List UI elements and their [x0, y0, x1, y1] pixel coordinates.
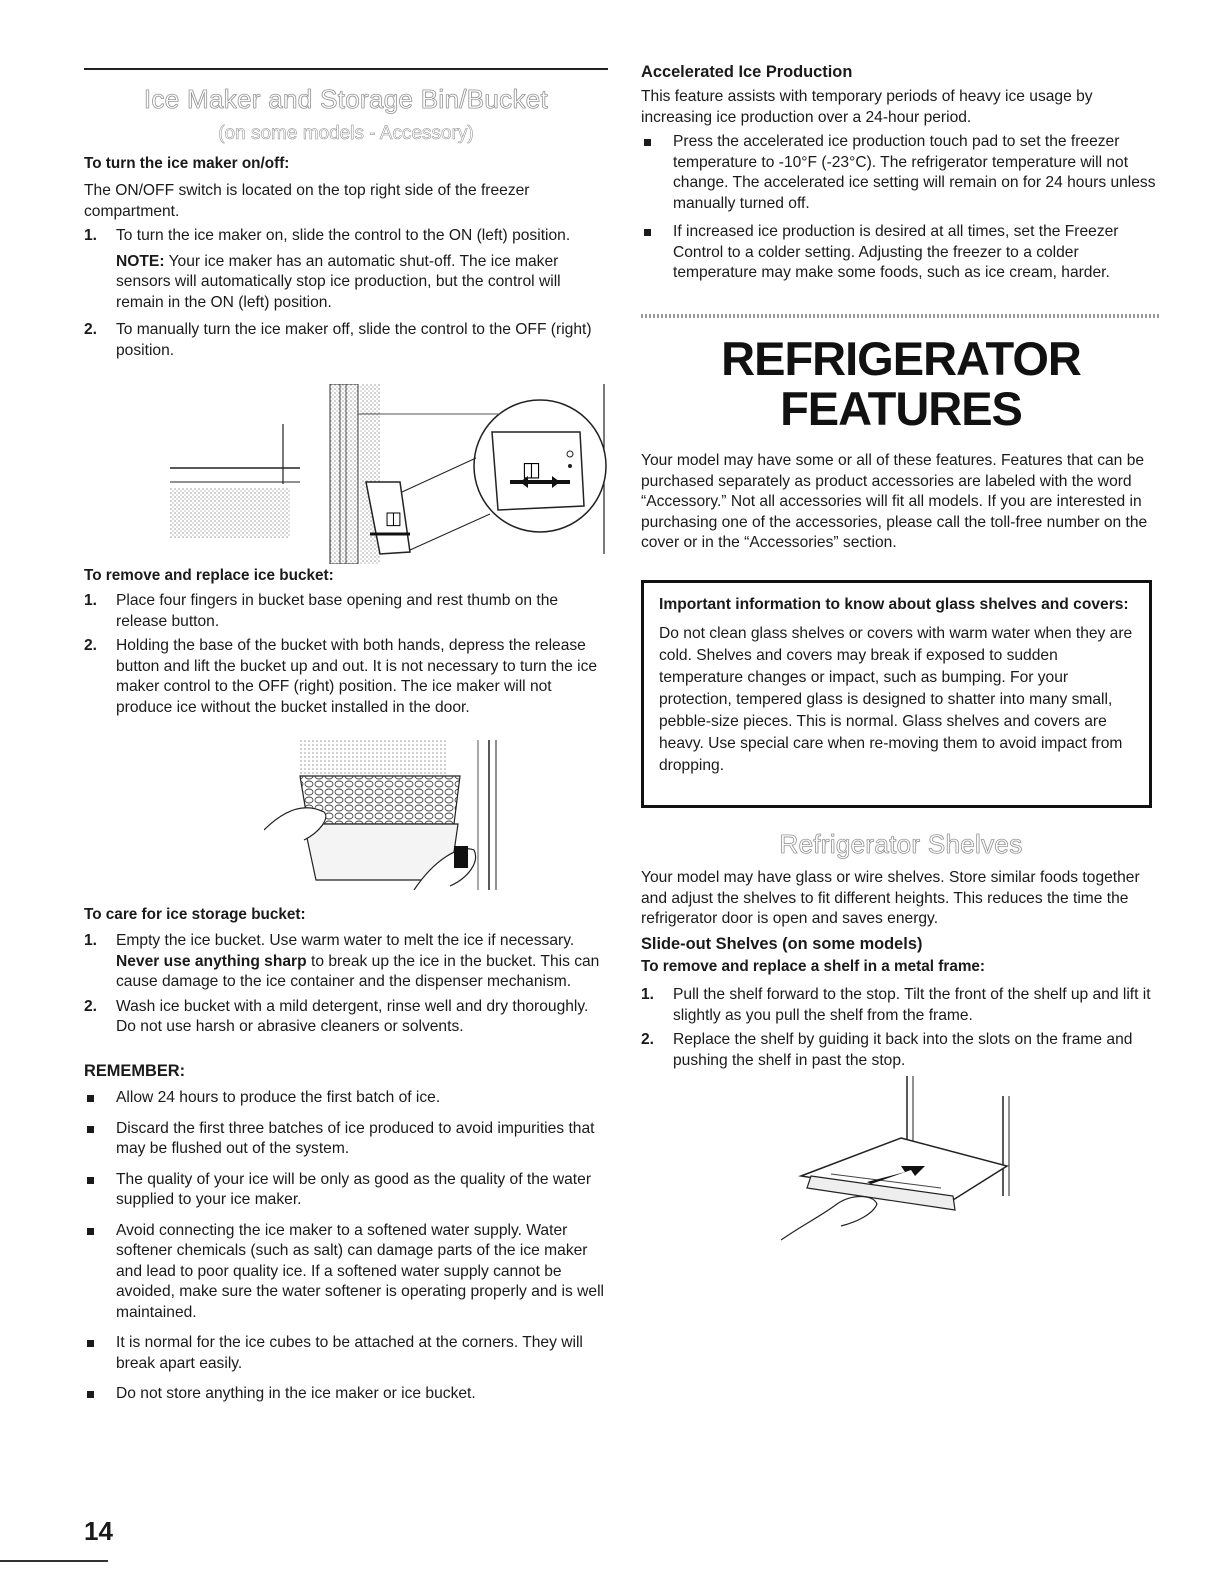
step-text: Place four fingers in bucket base opening and rest thumb on the release button.	[116, 592, 559, 630]
glass-shelves-warning-box	[641, 580, 1152, 808]
onoff-heading: To turn the ice maker on/off:	[84, 155, 290, 172]
remove-bucket-steps	[84, 591, 608, 718]
step-number: 2.	[84, 637, 98, 654]
list-item-text: The quality of your ice will be only as good as the quality of the water supplied to your ice maker.	[116, 1170, 592, 1208]
step-text: Holding the base of the bucket with both hands, depress the release button and lift the bucket up and out. It is not necessary to turn the ice maker control to the OFF (right) position. The ice maker will not produce ice without the bucket installed in the door.	[116, 637, 598, 716]
remember-heading: REMEMBER:	[84, 1062, 186, 1080]
step-text-bold: Never use anything sharp	[116, 952, 307, 970]
step-number: 1.	[84, 592, 98, 609]
svg-text:◫: ◫	[522, 457, 541, 481]
step-number: 2.	[84, 997, 98, 1015]
list-item	[84, 1384, 608, 1405]
accelerated-ice-intro: This feature assists with temporary periods of heavy ice usage by increasing ice production over a 24-hour period.	[641, 88, 1093, 126]
list-item-text: Allow 24 hours to produce the first batch of ice.	[116, 1089, 441, 1106]
note-paragraph	[116, 252, 608, 314]
remove-bucket-heading: To remove and replace ice bucket:	[84, 567, 334, 584]
list-item	[84, 1119, 608, 1160]
list-item	[84, 226, 608, 313]
bullet-icon	[87, 1228, 94, 1235]
title-rule	[84, 68, 608, 70]
care-bucket-steps	[84, 931, 608, 1038]
shelves-intro: Your model may have glass or wire shelves. Store similar foods together and adjust the shelves to fit different heights. This reduces the time the refrigerator door is open and saves energy.	[641, 869, 1140, 927]
list-item	[84, 591, 608, 632]
step-text: Pull the shelf forward to the stop. Tilt the front of the shelf up and lift it slightly as you pull the shelf from the frame.	[673, 986, 1151, 1024]
bullet-icon	[87, 1126, 94, 1133]
section-title-ice-maker: Ice Maker and Storage Bin/Bucket	[143, 84, 549, 114]
slide-out-shelves-heading: Slide-out Shelves (on some models)	[641, 935, 923, 953]
slide-out-shelf-illustration	[781, 1076, 1021, 1246]
ice-maker-switch-illustration	[170, 384, 610, 564]
list-item-text: If increased ice production is desired at all times, set the Freezer Control to a colder setting. Adjusting the freezer to a colder temperature may make some foods, such as ice cream, harder.	[673, 223, 1119, 281]
section-subtitle: (on some models - Accessory)	[218, 123, 474, 144]
step-number: 1.	[84, 227, 98, 244]
step-text: to break up the ice in the bucket. This can cause damage to the ice container and the dispenser mechanism.	[116, 952, 600, 990]
step-text: To turn the ice maker on, slide the control to the ON (left) position.	[116, 227, 571, 244]
metal-frame-heading: To remove and replace a shelf in a metal frame:	[641, 958, 986, 975]
remember-list	[84, 1088, 608, 1405]
footer-rule	[0, 1560, 108, 1562]
ice-bucket-illustration	[264, 740, 524, 890]
bullet-icon	[644, 139, 651, 146]
list-item	[84, 1221, 608, 1324]
note-label: NOTE:	[116, 252, 165, 270]
page-title	[641, 334, 1161, 434]
list-item-text: It is normal for the ice cubes to be attached at the corners. They will break apart easily.	[116, 1334, 583, 1372]
warning-text: Do not clean glass shelves or covers with warm water when they are cold. Shelves and covers may break if exposed to sudden temperature changes or impact, such as bumping. For your protection, tempered glass is designed to shatter into many small, pebble-size pieces. This is normal. Glass shelves and covers are heavy. Use special care when re-moving them to avoid impact from dropping.	[659, 625, 1133, 774]
list-item	[84, 1088, 608, 1109]
step-number: 2.	[641, 1031, 655, 1048]
bullet-icon	[87, 1095, 94, 1102]
list-item	[84, 320, 608, 361]
list-item	[84, 997, 608, 1038]
list-item	[84, 931, 608, 993]
bullet-icon	[87, 1340, 94, 1347]
list-item	[641, 1030, 1161, 1071]
bullet-icon	[87, 1177, 94, 1184]
features-intro: Your model may have some or all of these features. Features that can be purchased separately as product accessories are labeled with the word “Accessory.” Not all accessories will fit all models. If you are interested in purchasing one of the accessories, please call the toll-free number on the cover or in the “Accessories” section.	[641, 452, 1148, 551]
list-item	[641, 985, 1161, 1026]
onoff-steps	[84, 226, 608, 361]
list-item-text: Do not store anything in the ice maker or ice bucket.	[116, 1385, 476, 1402]
page-number: 14	[84, 1516, 113, 1546]
care-bucket-heading: To care for ice storage bucket:	[84, 906, 306, 923]
onoff-intro: The ON/OFF switch is located on the top right side of the freezer compartment.	[84, 182, 530, 220]
list-item	[641, 132, 1161, 214]
list-item	[84, 1170, 608, 1211]
accelerated-ice-list	[641, 132, 1161, 284]
list-item-text: Avoid connecting the ice maker to a softened water supply. Water softener chemicals (such as salt) can damage parts of the ice maker and lead to poor quality ice. If a softened water supply cannot be avoided, make sure the water softener is operating properly and is well maintained.	[116, 1221, 604, 1321]
list-item-text: Press the accelerated ice production touch pad to set the freezer temperature to -10°F (-23°C). The refrigerator temperature will not change. The accelerated ice setting will remain on for 24 hours unless manually turned off.	[673, 133, 1156, 212]
step-text: To manually turn the ice maker off, slide the control to the OFF (right) position.	[116, 321, 592, 359]
list-item	[84, 636, 608, 718]
metal-frame-steps	[641, 985, 1161, 1071]
accelerated-ice-heading: Accelerated Ice Production	[641, 63, 853, 81]
step-text: Empty the ice bucket. Use warm water to melt the ice if necessary.	[116, 932, 575, 949]
bullet-icon	[644, 229, 651, 236]
svg-text:◫: ◫	[385, 508, 403, 529]
step-number: 1.	[84, 932, 98, 949]
list-item	[84, 1333, 608, 1374]
page-title-line-2: FEATURES	[780, 382, 1022, 435]
warning-heading: Important information to know about glass shelves and covers:	[659, 596, 1129, 613]
section-divider	[641, 314, 1161, 318]
section-title-shelves: Refrigerator Shelves	[779, 829, 1023, 859]
list-item-text: Discard the first three batches of ice produced to avoid impurities that may be flushed out of the system.	[116, 1119, 595, 1157]
bullet-icon	[87, 1391, 94, 1398]
step-text: Replace the shelf by guiding it back into the slots on the frame and pushing the shelf in past the stop.	[673, 1031, 1133, 1069]
note-text: Your ice maker has an automatic shut-off. The ice maker sensors will automatically stop ice production, but the control will remain in the ON (left) position.	[116, 252, 561, 311]
step-text: Wash ice bucket with a mild detergent, rinse well and dry thoroughly. Do not use harsh or abrasive cleaners or solvents.	[116, 997, 589, 1035]
page-title-line-1: REFRIGERATOR	[721, 332, 1081, 385]
step-number: 2.	[84, 321, 98, 338]
step-number: 1.	[641, 986, 655, 1003]
list-item	[641, 222, 1161, 284]
